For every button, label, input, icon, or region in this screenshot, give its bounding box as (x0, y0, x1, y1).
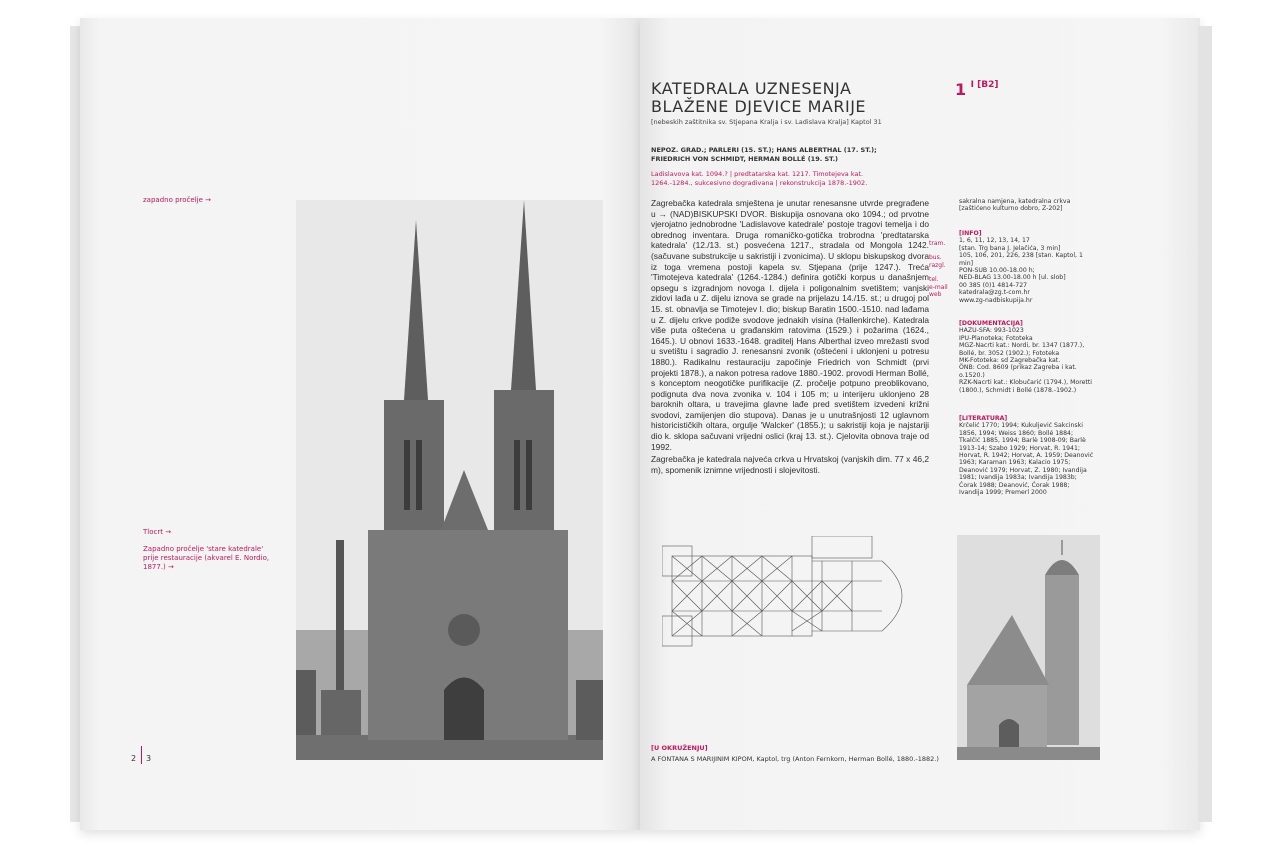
authors (651, 146, 931, 164)
main-text-paragraph-2: Zagrebačka je katedrala najveća crkva u Hrvatskoj (vanjskih dim. 77 x 46,2 m), spomenik iznimne vrijednosti i slojevitosti. (651, 454, 929, 475)
info-line: www.zg-nadbiskupija.hr (959, 296, 1033, 304)
floor-plan-drawing (662, 536, 942, 656)
key-tel: tel. (929, 276, 939, 284)
literature-heading: [LITERATURA] (959, 415, 1008, 422)
info-keys (929, 240, 955, 298)
construction-dates: Ladislavova kat. 1094.? | predtatarska kat. 1217. Timotejeva kat. 1264.-1284., sukcesivno dogradivana | rekonstrukcija 1878.-1902. (651, 170, 868, 187)
key-email: e-mail (929, 283, 948, 291)
authors-line-1: NEPOZ. GRAD.; PARLERI (15. ST.); HANS ALBERTHAL (17. ST.); (651, 146, 877, 154)
authors-line-2: FRIEDRICH VON SCHMIDT, HERMAN BOLLÉ (19. ST.) (651, 155, 839, 163)
info-line: 00 385 (0)1 4814-727 (959, 281, 1028, 289)
title-line-1: KATEDRALA UZNESENJA (651, 79, 852, 98)
literature-block (959, 415, 1094, 496)
watercolor-image (957, 535, 1100, 760)
key-tour: razgl. (929, 261, 946, 269)
folio-left: 2 (131, 754, 137, 763)
doc-line: IPU-Planoteka; Fototeka (959, 334, 1033, 342)
surroundings-text: A FONTANA S MARIJINIM KIPOM, Kaptol, trg (Anton Fernkorn, Herman Bollé, 1880.-1882.) (651, 755, 939, 763)
label-watercolor-caption: Zapadno pročelje 'stare katedrale' prije restauracije (akvarel E. Nordio, 1877.) → (143, 545, 270, 571)
key-tram: tram. (929, 240, 946, 247)
doc-line: ÖNB: Cod. 8609 (prikaz Zagreba i kat. o.1520.) (959, 364, 1077, 379)
key-bus: bus. (929, 254, 942, 262)
label-plan: Tlocrt → (143, 528, 172, 536)
subtitle: [nebeskih zaštitnika sv. Stjepana Kralja i sv. Ladislava Kralja] Kaptol 31 (651, 118, 882, 126)
folio-right: 3 (146, 754, 152, 763)
page-title (651, 80, 866, 116)
cathedral-photo (296, 200, 603, 760)
doc-line: RZK-Nacrti kat.: Klobučarić (1794.), Moretti (1800.), Schmidt i Bollé (1878.-1902.) (959, 379, 1092, 394)
doc-line: HAZU-SFA: 993-1023 (959, 327, 1024, 335)
main-text-paragraph-1: Zagrebačka katedrala smještena je unutar renesansne utvrde pregrađene u → (NAD)BISKUPSKI DVOR. Biskupija osnovana oko 1094.; od prvotne vjerojatno jednobrodne 'Ladislavove katedrale' postoje tragovi temelja i do obrednog inventara. Druga romaničko-gotička trobrodna 'predtatarska katedrala' (12./13. st.) posvećena 1217., stradala od Mongola 1242. (sačuvane substrukcije u sakristiji i zvonicima). U sklopu biskupskog dvora iz toga vremena postoji kapela sv. Stjepana (prije 1247.). Treća 'Timotejeva katedrala' (1264.-1284.) definira gotički korpus u današnjem opsegu s izgradnjom novoga I. dijela i poligonalnim svetištem; vanjski zidovi lađa u Z. dijelu iznova se grade na prijelazu 14./15. st.; u drugoj pol 15. st. obnavlja se Timotejev I. dio; biskup Baratin 1500.-1510. nad lađama u Z. dijelu crkve podiže svodove jednakih visina (Hallenkirche). Katedrala više puta oštećena u građanskim ratovima (1529.) i požarima (1624., 1645.). U obnovi 1633.-1648. graditelj Hans Alberthal izveo mrežasti svod u svetištu i sagradio J. renesansni zvonik (oštećeni i uklonjeni u potresu 1880.). Radikalnu restauraciju započinje Friedrich von Schmidt (prvi projekti 1878.), a nakon potresa radove 1880.-1902. provodi Herman Bollé, s konceptom neogotičke purifikacije (Z. pročelje potpuno preoblikovano, podignuta dva nova zvonika v. 104 i 105 m; u interijeru uklonjeno 28 baroknih oltara, u travejima glavne lađe pred svetištem izvedeni križni svodovi, zamijenjen dio stupova). Danas je u unutrašnjosti 12 uglavnom historicističkih oltara, orgulje 'Walcker' (1855.); u sakristiji koja je najstariji dio k. sklopa sačuvani vrijedni oslici (kraj 13. st.). Cjelovita obnova traje od 1992. (651, 198, 929, 452)
literature-text: Krčelić 1770; 1994; Kukuljević Sakcinski 1856, 1994; Weiss 1860; Bollé 1884; Tkalčić 1885, 1994; Barlè 1908-09; Barlè 1913-14; Szabo 1929; Horvat, R. 1941; Horvat, R. 1942; Horvat, A. 1959; Deanović 1963; Karaman 1963; Kalacio 1975; Deanović 1979; Horvat, Z. 1980; Ivandija 1981; Ivandija 1983a; Ivandija 1983b; Ćorak 1988; Deanović, Ćorak 1988; Ivandija 1999; Premerl 2000 (959, 422, 1094, 497)
entry-number: 1 (955, 80, 967, 99)
purpose-note: sakralna namjena, katedralna crkva [zaštićeno kulturno dobro, Z-202] (959, 198, 1071, 213)
info-line: NED-BLAG 13.00-18.00 h [ul. slob] (959, 274, 1066, 282)
surroundings-heading: [U OKRUŽENJU] (651, 744, 708, 752)
doc-line: MGZ-Nacrti kat.: Nordi, br. 1347 (1877.), Bollé, br. 3052 (1902.); Fototeka (959, 342, 1085, 357)
title-line-2: BLAŽENE DJEVICE MARIJE (651, 97, 867, 116)
folio-divider (141, 746, 142, 764)
info-line: [stan. Trg bana J. Jelačića, 3 min] (959, 244, 1061, 252)
info-line: PON-SUB 10.00-18.00 h; (959, 267, 1035, 275)
page-edge-right (1198, 26, 1212, 822)
doc-line: MK-Fototeka: sd Zagrebačka kat. (959, 357, 1061, 365)
floor-plan (662, 536, 942, 656)
entry-ref (955, 80, 999, 99)
old-cathedral-illustration (957, 535, 1100, 760)
info-line: 1, 6, 11, 12, 13, 14, 17 (959, 237, 1030, 245)
documentation-heading: [DOKUMENTACIJA] (959, 320, 1023, 327)
key-web: web (929, 291, 942, 299)
info-line: 105, 106, 201, 226, 238 [stan. Kaptol, 1 min] (959, 252, 1083, 267)
info-line: katedrala@zg.t-com.hr (959, 289, 1030, 297)
info-heading: [INFO] (959, 230, 982, 237)
main-text (651, 198, 929, 477)
entry-code: I [B2] (970, 80, 999, 90)
cathedral-illustration (296, 200, 603, 760)
label-west-facade: zapadno pročelje → (143, 196, 211, 204)
documentation-block (959, 320, 1094, 394)
info-block (959, 230, 1094, 304)
